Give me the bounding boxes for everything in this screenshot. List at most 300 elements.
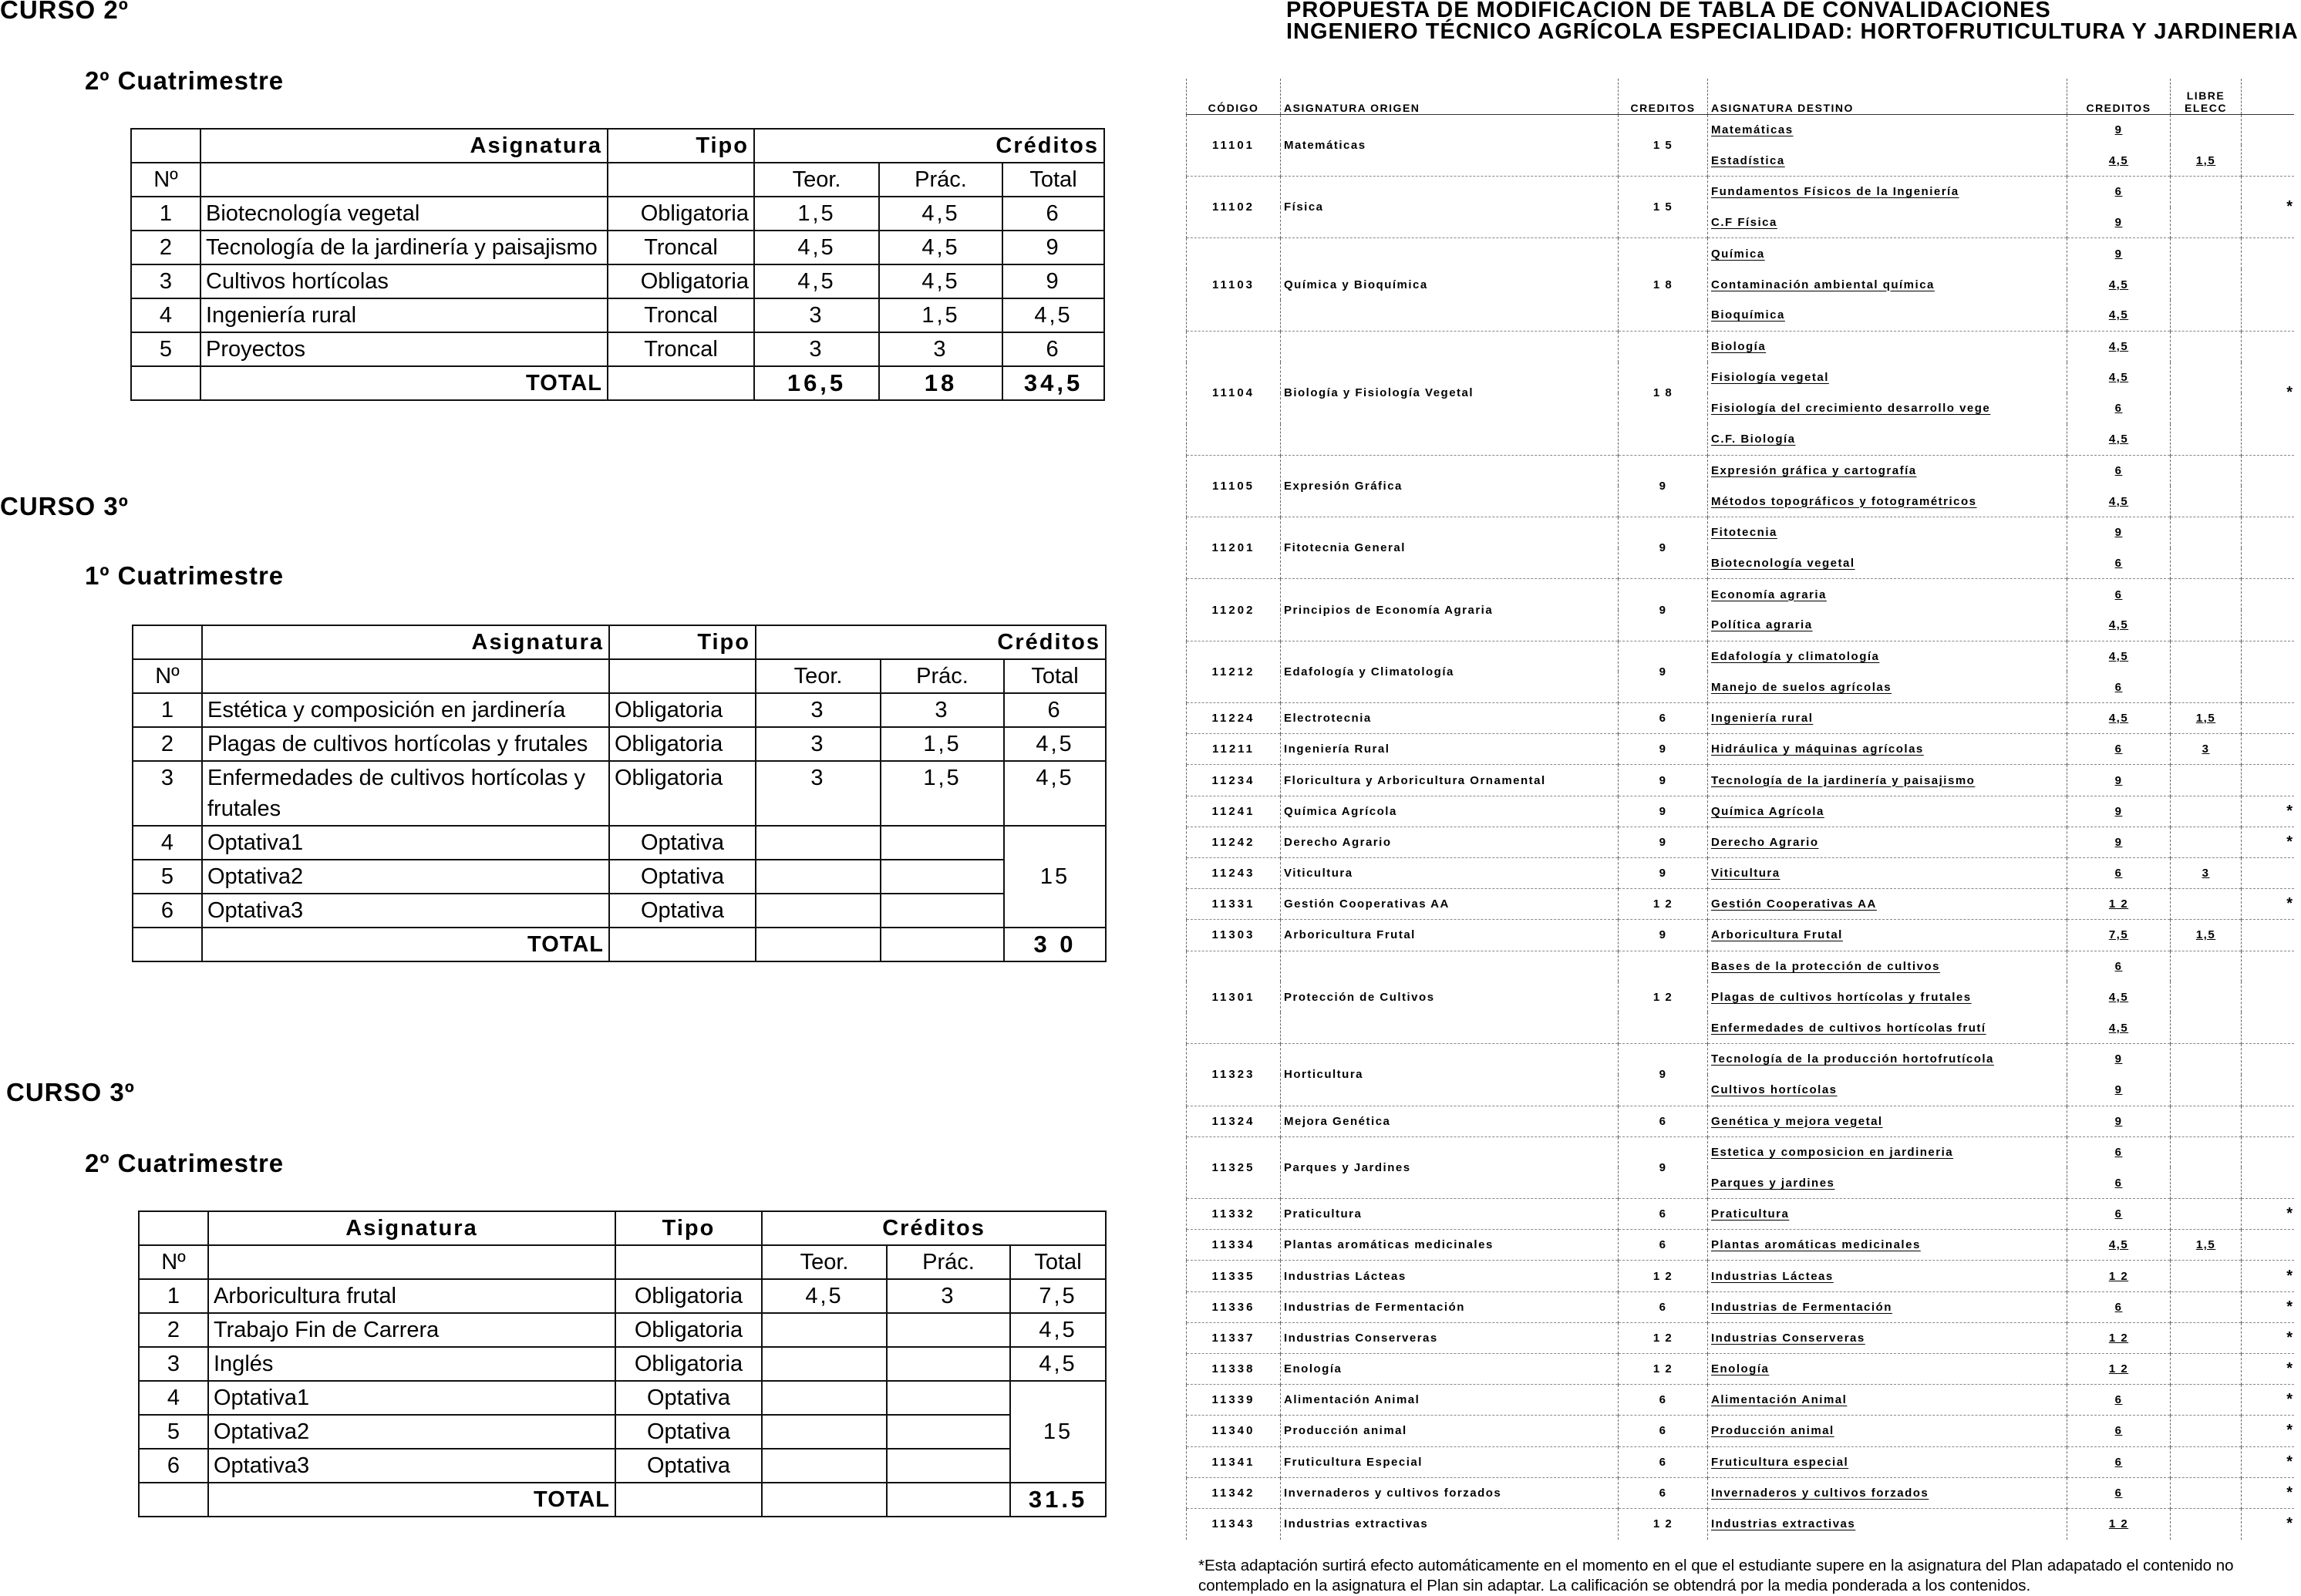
- free-choice-credits: [2171, 486, 2242, 517]
- destination-credits: 9: [2067, 207, 2171, 238]
- origin-subject: Horticultura: [1281, 1044, 1619, 1106]
- course-heading-2: CURSO 3º: [0, 492, 129, 520]
- prac-value: 1,5: [881, 761, 1004, 826]
- asterisk-mark: [2242, 238, 2294, 332]
- origin-code: 11343: [1187, 1508, 1281, 1539]
- header-creditos: Créditos: [756, 625, 1106, 659]
- table-row: [1187, 517, 2294, 547]
- asterisk-mark: *: [2242, 1199, 2294, 1230]
- table-cell: [608, 163, 754, 197]
- subject-type: Obligatoria: [609, 693, 756, 727]
- destination-subject: Economía agraria: [1708, 579, 2067, 610]
- table-row: [1187, 1106, 2294, 1136]
- table-row: [133, 826, 1106, 860]
- origin-subject: Ingeniería Rural: [1281, 734, 1619, 765]
- table-row: [139, 1279, 1106, 1313]
- teor-value: [762, 1347, 887, 1381]
- table-cell: [133, 625, 202, 659]
- table-cell: [208, 1245, 615, 1279]
- destination-subject: Derecho Agrario: [1708, 827, 2067, 857]
- row-number: 6: [133, 894, 202, 928]
- asterisk-mark: *: [2242, 1446, 2294, 1477]
- table-cell: [881, 928, 1004, 961]
- free-choice-credits: [2171, 1291, 2242, 1322]
- origin-subject: Fitotecnia General: [1281, 517, 1619, 578]
- origin-credits: 6: [1619, 1477, 1708, 1508]
- origin-subject: Alimentación Animal: [1281, 1385, 1619, 1416]
- origin-code: 11335: [1187, 1261, 1281, 1291]
- table-row: [131, 332, 1104, 366]
- teor-value: 1,5: [754, 197, 879, 231]
- destination-subject: Expresión gráfica y cartografía: [1708, 455, 2067, 486]
- total-label: TOTAL: [208, 1483, 615, 1517]
- free-choice-credits: [2171, 1261, 2242, 1291]
- course-heading-3: CURSO 3º: [6, 1078, 135, 1106]
- header-tipo: Tipo: [609, 625, 756, 659]
- prac-value: 4,5: [879, 231, 1002, 264]
- table-row: [1187, 455, 2294, 486]
- free-choice-credits: [2171, 1167, 2242, 1198]
- origin-subject: Plantas aromáticas medicinales: [1281, 1230, 1619, 1261]
- origin-code: 11334: [1187, 1230, 1281, 1261]
- semester-heading-1: 2º Cuatrimestre: [85, 66, 285, 95]
- origin-code: 11303: [1187, 920, 1281, 951]
- free-choice-credits: [2171, 1075, 2242, 1106]
- teor-value: 3: [756, 693, 881, 727]
- subject-type: Optativa: [615, 1415, 762, 1449]
- destination-credits: 4,5: [2067, 424, 2171, 455]
- row-number: 1: [131, 197, 200, 231]
- asterisk-mark: [2242, 703, 2294, 734]
- table-row: [1187, 703, 2294, 734]
- table-row: [139, 1449, 1106, 1483]
- asterisk-mark: [2242, 951, 2294, 1044]
- subject-name: Optativa1: [208, 1381, 615, 1415]
- destination-subject: Estadística: [1708, 145, 2067, 176]
- destination-credits: 6: [2067, 1416, 2171, 1446]
- total-value: 4,5: [1004, 761, 1106, 826]
- asterisk-mark: [2242, 1230, 2294, 1261]
- asterisk-mark: [2242, 765, 2294, 796]
- destination-subject: Enfermedades de cultivos hortícolas frutí: [1708, 1012, 2067, 1043]
- teor-value: 4,5: [762, 1279, 887, 1313]
- origin-credits: 1 5: [1619, 176, 1708, 237]
- subject-name: Cultivos hortícolas: [200, 264, 608, 298]
- optional-total: 15: [1010, 1381, 1106, 1483]
- prac-value: 3: [881, 693, 1004, 727]
- destination-subject: Matemáticas: [1708, 114, 2067, 145]
- optional-total: 15: [1004, 826, 1106, 928]
- origin-code: 11102: [1187, 176, 1281, 237]
- table-row: [1187, 1136, 2294, 1167]
- header-teor: Teor.: [756, 659, 881, 693]
- subject-type: Optativa: [615, 1449, 762, 1483]
- table-cell: [202, 659, 609, 693]
- origin-credits: 1 8: [1619, 331, 1708, 455]
- origin-subject: Enología: [1281, 1354, 1619, 1385]
- table-row: [139, 1313, 1106, 1347]
- subject-name: Biotecnología vegetal: [200, 197, 608, 231]
- origin-code: 11224: [1187, 703, 1281, 734]
- subject-type: Troncal: [608, 332, 754, 366]
- free-choice-credits: [2171, 1354, 2242, 1385]
- free-choice-credits: 1,5: [2171, 145, 2242, 176]
- destination-credits: 6: [2067, 734, 2171, 765]
- origin-code: 11341: [1187, 1446, 1281, 1477]
- destination-credits: 1 2: [2067, 1261, 2171, 1291]
- total-row: [133, 928, 1106, 961]
- table-cell: [2242, 79, 2294, 114]
- table-row: [133, 761, 1106, 826]
- destination-credits: 6: [2067, 1446, 2171, 1477]
- credits-table-2: [132, 625, 1107, 962]
- table-cell: [887, 1415, 1010, 1449]
- origin-code: 11340: [1187, 1416, 1281, 1446]
- origin-code: 11332: [1187, 1199, 1281, 1230]
- total-row: [131, 366, 1104, 400]
- table-row: [131, 298, 1104, 332]
- total-credits: 34,5: [1002, 366, 1104, 400]
- destination-credits: 7,5: [2067, 920, 2171, 951]
- prac-value: 3: [879, 332, 1002, 366]
- origin-subject: Industrias extractivas: [1281, 1508, 1619, 1539]
- table-cell: [762, 1449, 887, 1483]
- destination-subject: Industrias Lácteas: [1708, 1261, 2067, 1291]
- destination-subject: Genética y mejora vegetal: [1708, 1106, 2067, 1136]
- origin-credits: 9: [1619, 1136, 1708, 1198]
- origin-credits: 6: [1619, 1385, 1708, 1416]
- origin-credits: 1 8: [1619, 238, 1708, 332]
- table-row: [133, 894, 1106, 928]
- destination-credits: 4,5: [2067, 145, 2171, 176]
- asterisk-mark: [2242, 1136, 2294, 1198]
- table-row: [1187, 641, 2294, 672]
- table-cell: [608, 366, 754, 400]
- teor-value: 3: [756, 727, 881, 761]
- free-choice-credits: [2171, 1416, 2242, 1446]
- destination-credits: 6: [2067, 579, 2171, 610]
- header-prac: Prác.: [879, 163, 1002, 197]
- row-number: 2: [131, 231, 200, 264]
- destination-credits: 4,5: [2067, 703, 2171, 734]
- destination-subject: Métodos topográficos y fotogramétricos: [1708, 486, 2067, 517]
- free-choice-credits: [2171, 300, 2242, 331]
- teor-value: 4,5: [754, 264, 879, 298]
- origin-credits: 9: [1619, 1044, 1708, 1106]
- subject-name: Tecnología de la jardinería y paisajismo: [200, 231, 608, 264]
- free-choice-credits: [2171, 1446, 2242, 1477]
- subject-name: Proyectos: [200, 332, 608, 366]
- origin-code: 11331: [1187, 889, 1281, 920]
- origin-code: 11325: [1187, 1136, 1281, 1198]
- subject-name: Plagas de cultivos hortícolas y frutales: [202, 727, 609, 761]
- free-choice-credits: [2171, 269, 2242, 300]
- subject-type: Obligatoria: [609, 761, 756, 826]
- origin-credits: 1 2: [1619, 1508, 1708, 1539]
- destination-subject: Manejo de suelos agrícolas: [1708, 672, 2067, 702]
- destination-credits: 9: [2067, 1106, 2171, 1136]
- header-asignatura: Asignatura: [208, 1211, 615, 1245]
- destination-subject: Industrias extractivas: [1708, 1508, 2067, 1539]
- free-choice-credits: [2171, 672, 2242, 702]
- asterisk-mark: *: [2242, 1477, 2294, 1508]
- free-choice-credits: [2171, 1136, 2242, 1167]
- subject-name: Arboricultura frutal: [208, 1279, 615, 1313]
- prac-value: [887, 1347, 1010, 1381]
- destination-credits: 6: [2067, 1477, 2171, 1508]
- free-choice-credits: [2171, 1385, 2242, 1416]
- header-origen: ASIGNATURA ORIGEN: [1281, 79, 1619, 114]
- table-row: [1187, 920, 2294, 951]
- origin-credits: 9: [1619, 455, 1708, 517]
- subject-name: Enfermedades de cultivos hortícolas y frutales: [202, 761, 609, 826]
- asterisk-mark: [2242, 1044, 2294, 1106]
- origin-subject: Arboricultura Frutal: [1281, 920, 1619, 951]
- origin-code: 11324: [1187, 1106, 1281, 1136]
- destination-subject: C.F Física: [1708, 207, 2067, 238]
- table-cell: [133, 928, 202, 961]
- free-choice-credits: [2171, 1508, 2242, 1539]
- header-libre-eleccion: [2171, 79, 2242, 114]
- origin-credits: 6: [1619, 1230, 1708, 1261]
- total-row: [139, 1483, 1106, 1517]
- origin-credits: 1 2: [1619, 889, 1708, 920]
- free-choice-credits: [2171, 1106, 2242, 1136]
- row-number: 2: [133, 727, 202, 761]
- destination-subject: Fisiología vegetal: [1708, 362, 2067, 393]
- prac-value: 4,5: [879, 264, 1002, 298]
- free-choice-credits: [2171, 1477, 2242, 1508]
- asterisk-mark: *: [2242, 1416, 2294, 1446]
- origin-credits: 1 2: [1619, 1322, 1708, 1353]
- origin-code: 11342: [1187, 1477, 1281, 1508]
- destination-subject: Enología: [1708, 1354, 2067, 1385]
- free-choice-credits: [2171, 331, 2242, 362]
- origin-credits: 1 2: [1619, 951, 1708, 1044]
- convalidation-title: PROPUESTA DE MODIFICACION DE TABLA DE CONVALIDACIONES: [1286, 0, 2051, 22]
- destination-subject: Parques y jardines: [1708, 1167, 2067, 1198]
- subject-name: Optativa2: [208, 1415, 615, 1449]
- total-value: 4,5: [1010, 1347, 1106, 1381]
- convalidation-subtitle: INGENIERO TÉCNICO AGRÍCOLA ESPECIALIDAD: HORTOFRUTICULTURA Y JARDINERIA: [1286, 19, 2299, 44]
- total-value: 7,5: [1010, 1279, 1106, 1313]
- destination-subject: Industrias de Fermentación: [1708, 1291, 2067, 1322]
- table-row: [139, 1381, 1106, 1415]
- destination-subject: Política agraria: [1708, 610, 2067, 641]
- origin-code: 11105: [1187, 455, 1281, 517]
- origin-subject: Química Agrícola: [1281, 796, 1619, 827]
- header-creditos-destino: CREDITOS: [2067, 79, 2171, 114]
- table-cell: [139, 1211, 208, 1245]
- table-cell: [609, 659, 756, 693]
- convalidation-table: [1186, 79, 2294, 1540]
- table-row: [1187, 331, 2294, 362]
- destination-credits: 9: [2067, 796, 2171, 827]
- origin-credits: 1 5: [1619, 114, 1708, 176]
- free-choice-credits: [2171, 610, 2242, 641]
- destination-subject: Plantas aromáticas medicinales: [1708, 1230, 2067, 1261]
- header-asignatura: Asignatura: [200, 129, 608, 163]
- destination-credits: 4,5: [2067, 300, 2171, 331]
- origin-subject: Física: [1281, 176, 1619, 237]
- free-choice-credits: [2171, 765, 2242, 796]
- table-row: [1187, 796, 2294, 827]
- table-row: [1187, 858, 2294, 889]
- semester-heading-3: 2º Cuatrimestre: [85, 1149, 285, 1177]
- table-cell: [139, 1483, 208, 1517]
- free-choice-credits: [2171, 238, 2242, 269]
- header-total: Total: [1004, 659, 1106, 693]
- header-libre: LIBRE: [2186, 89, 2225, 102]
- origin-credits: 6: [1619, 1199, 1708, 1230]
- asterisk-mark: *: [2242, 1385, 2294, 1416]
- origin-subject: Edafología y Climatología: [1281, 641, 1619, 702]
- destination-credits: 6: [2067, 393, 2171, 424]
- origin-code: 11243: [1187, 858, 1281, 889]
- destination-subject: Cultivos hortícolas: [1708, 1075, 2067, 1106]
- table-row: [1187, 1416, 2294, 1446]
- free-choice-credits: [2171, 176, 2242, 207]
- table-row: [1187, 734, 2294, 765]
- subject-name: Inglés: [208, 1347, 615, 1381]
- destination-subject: Contaminación ambiental química: [1708, 269, 2067, 300]
- prac-value: 1,5: [881, 727, 1004, 761]
- asterisk-mark: [2242, 114, 2294, 176]
- prac-value: [887, 1313, 1010, 1347]
- destination-subject: Bases de la protección de cultivos: [1708, 951, 2067, 982]
- table-row: [133, 860, 1106, 894]
- table-row: [1187, 579, 2294, 610]
- footnote: *Esta adaptación surtirá efecto automáticamente en el momento en el que el estudiante supere en la asignatura del Plan adapatado el contenido no contemplado en la asignatura el Plan sin adaptar. La calificación se obtendrá por la media ponderada a los contenidos.: [1198, 1557, 2234, 1594]
- table-row: [1187, 1199, 2294, 1230]
- free-choice-credits: [2171, 548, 2242, 579]
- table-cell: [881, 894, 1004, 928]
- credits-table-1: [130, 128, 1105, 401]
- origin-credits: 1 2: [1619, 1261, 1708, 1291]
- destination-subject: Viticultura: [1708, 858, 2067, 889]
- destination-credits: 9: [2067, 765, 2171, 796]
- total-value: 9: [1002, 231, 1104, 264]
- destination-subject: Hidráulica y máquinas agrícolas: [1708, 734, 2067, 765]
- destination-subject: Producción animal: [1708, 1416, 2067, 1446]
- table-cell: [756, 894, 881, 928]
- origin-subject: Protección de Cultivos: [1281, 951, 1619, 1044]
- destination-credits: 6: [2067, 455, 2171, 486]
- destination-credits: 1 2: [2067, 1322, 2171, 1353]
- free-choice-credits: [2171, 982, 2242, 1012]
- origin-code: 11339: [1187, 1385, 1281, 1416]
- origin-code: 11234: [1187, 765, 1281, 796]
- destination-credits: 9: [2067, 1075, 2171, 1106]
- table-cell: [887, 1483, 1010, 1517]
- destination-credits: 4,5: [2067, 610, 2171, 641]
- subject-name: Optativa2: [202, 860, 609, 894]
- origin-credits: 6: [1619, 703, 1708, 734]
- origin-code: 11104: [1187, 331, 1281, 455]
- destination-credits: 6: [2067, 1199, 2171, 1230]
- free-choice-credits: [2171, 424, 2242, 455]
- subject-name: Estética y composición en jardinería: [202, 693, 609, 727]
- destination-credits: 4,5: [2067, 362, 2171, 393]
- origin-credits: 9: [1619, 920, 1708, 951]
- origin-code: 11323: [1187, 1044, 1281, 1106]
- destination-subject: Arboricultura Frutal: [1708, 920, 2067, 951]
- destination-credits: 6: [2067, 1385, 2171, 1416]
- destination-credits: 9: [2067, 1044, 2171, 1075]
- destination-subject: Ingeniería rural: [1708, 703, 2067, 734]
- asterisk-mark: [2242, 517, 2294, 578]
- header-elecc: ELECC: [2185, 101, 2227, 114]
- table-row: [139, 1347, 1106, 1381]
- row-number: 1: [139, 1279, 208, 1313]
- table-cell: [887, 1449, 1010, 1483]
- teor-value: 3: [754, 332, 879, 366]
- header-creditos: Créditos: [762, 1211, 1106, 1245]
- credits-table-3: [138, 1210, 1107, 1517]
- origin-credits: 9: [1619, 734, 1708, 765]
- total-label: TOTAL: [202, 928, 609, 961]
- origin-code: 11338: [1187, 1354, 1281, 1385]
- header-total: Total: [1010, 1245, 1106, 1279]
- origin-subject: Biología y Fisiología Vegetal: [1281, 331, 1619, 455]
- origin-subject: Floricultura y Arboricultura Ornamental: [1281, 765, 1619, 796]
- asterisk-mark: *: [2242, 176, 2294, 237]
- origin-subject: Derecho Agrario: [1281, 827, 1619, 857]
- asterisk-mark: [2242, 920, 2294, 951]
- table-row: [1187, 1322, 2294, 1353]
- origin-subject: Expresión Gráfica: [1281, 455, 1619, 517]
- table-cell: [615, 1483, 762, 1517]
- destination-credits: 6: [2067, 858, 2171, 889]
- header-teor: Teor.: [754, 163, 879, 197]
- table-cell: [756, 860, 881, 894]
- destination-credits: 6: [2067, 1291, 2171, 1322]
- teor-value: 3: [754, 298, 879, 332]
- free-choice-credits: [2171, 114, 2242, 145]
- destination-credits: 1 2: [2067, 889, 2171, 920]
- table-cell: [762, 1415, 887, 1449]
- origin-credits: 6: [1619, 1291, 1708, 1322]
- asterisk-mark: *: [2242, 889, 2294, 920]
- header-teor: Teor.: [762, 1245, 887, 1279]
- course-heading-1: CURSO 2º: [0, 0, 129, 24]
- header-tipo: Tipo: [615, 1211, 762, 1245]
- row-number: 5: [133, 860, 202, 894]
- header-n: Nº: [133, 659, 202, 693]
- destination-credits: 6: [2067, 548, 2171, 579]
- header-codigo: CÓDIGO: [1187, 79, 1281, 114]
- row-number: 3: [133, 761, 202, 826]
- subject-type: Troncal: [608, 298, 754, 332]
- origin-credits: 9: [1619, 858, 1708, 889]
- subject-type: Obligatoria: [615, 1279, 762, 1313]
- origin-credits: 9: [1619, 765, 1708, 796]
- origin-subject: Matemáticas: [1281, 114, 1619, 176]
- free-choice-credits: [2171, 796, 2242, 827]
- free-choice-credits: [2171, 517, 2242, 547]
- destination-credits: 9: [2067, 238, 2171, 269]
- destination-credits: 9: [2067, 114, 2171, 145]
- header-creditos-origen: CREDITOS: [1619, 79, 1708, 114]
- origin-credits: 1 2: [1619, 1354, 1708, 1385]
- subject-type: Obligatoria: [608, 264, 754, 298]
- table-cell: [200, 163, 608, 197]
- teor-value: [762, 1313, 887, 1347]
- destination-subject: Tecnología de la jardinería y paisajismo: [1708, 765, 2067, 796]
- origin-code: 11101: [1187, 114, 1281, 176]
- subject-type: Optativa: [609, 894, 756, 928]
- asterisk-mark: *: [2242, 1291, 2294, 1322]
